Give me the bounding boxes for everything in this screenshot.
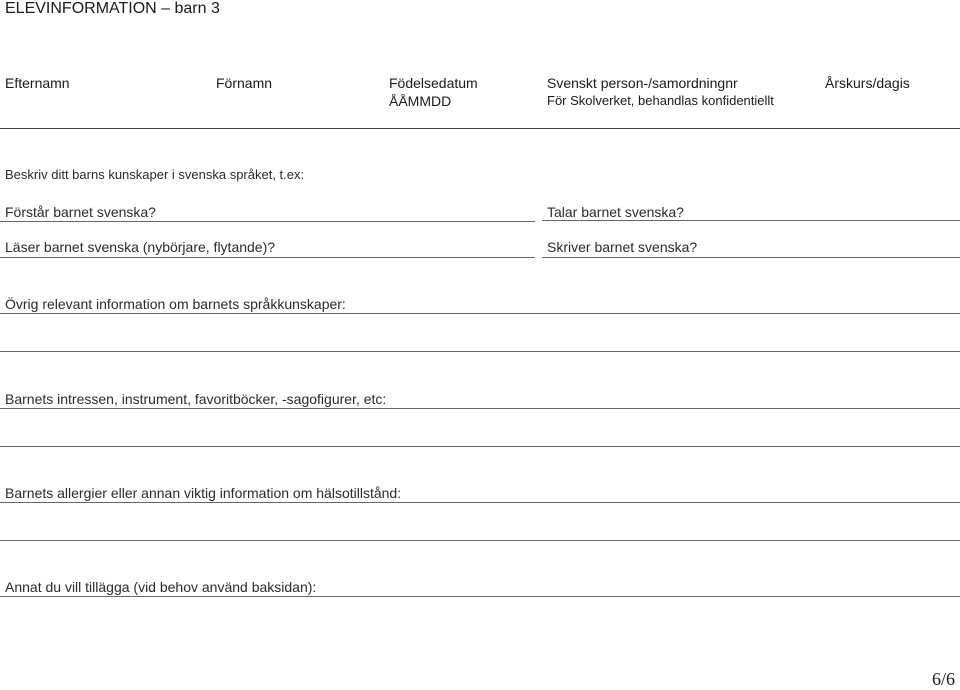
form-title: ELEVINFORMATION – barn 3 bbox=[5, 0, 220, 17]
interests-field-2[interactable] bbox=[0, 446, 960, 447]
reads-label: Läser barnet svenska (nybörjare, flytande)? bbox=[5, 239, 276, 255]
school-year-label: Årskurs/dagis bbox=[825, 75, 910, 91]
other-language-label: Övrig relevant information om barnets språkkunskaper: bbox=[5, 296, 346, 312]
allergies-label: Barnets allergier eller annan viktig information om hälsotillstånd: bbox=[5, 485, 402, 501]
reads-field[interactable] bbox=[0, 257, 535, 258]
allergies-field-2[interactable] bbox=[0, 540, 960, 541]
understands-label: Förstår barnet svenska? bbox=[5, 204, 156, 220]
other-language-field-2[interactable] bbox=[0, 351, 960, 352]
person-number-note: För Skolverket, behandlas konfidentiellt bbox=[547, 93, 774, 108]
additional-field[interactable] bbox=[0, 596, 960, 597]
person-number-label: Svenskt person-/samordningnr bbox=[547, 75, 738, 91]
speaks-label: Talar barnet svenska? bbox=[547, 204, 684, 220]
allergies-field-1[interactable] bbox=[0, 502, 960, 503]
birth-date-label: Födelsedatum bbox=[389, 75, 478, 91]
writes-label: Skriver barnet svenska? bbox=[547, 239, 698, 255]
interests-label: Barnets intressen, instrument, favoritböcker, -sagofigurer, etc: bbox=[5, 391, 387, 407]
surname-label: Efternamn bbox=[5, 75, 70, 91]
birth-date-format: ÅÅMMDD bbox=[389, 93, 452, 109]
understands-field[interactable] bbox=[0, 221, 535, 222]
first-name-label: Förnamn bbox=[216, 75, 273, 91]
speaks-field[interactable] bbox=[542, 220, 960, 221]
writes-field[interactable] bbox=[542, 257, 960, 258]
additional-label: Annat du vill tillägga (vid behov använd baksidan): bbox=[5, 579, 317, 595]
language-intro: Beskriv ditt barns kunskaper i svenska språket, t.ex: bbox=[5, 167, 305, 182]
page-number: 6/6 bbox=[931, 669, 955, 689]
interests-field-1[interactable] bbox=[0, 408, 960, 409]
header-input-line[interactable] bbox=[0, 128, 960, 129]
other-language-field-1[interactable] bbox=[0, 313, 960, 314]
